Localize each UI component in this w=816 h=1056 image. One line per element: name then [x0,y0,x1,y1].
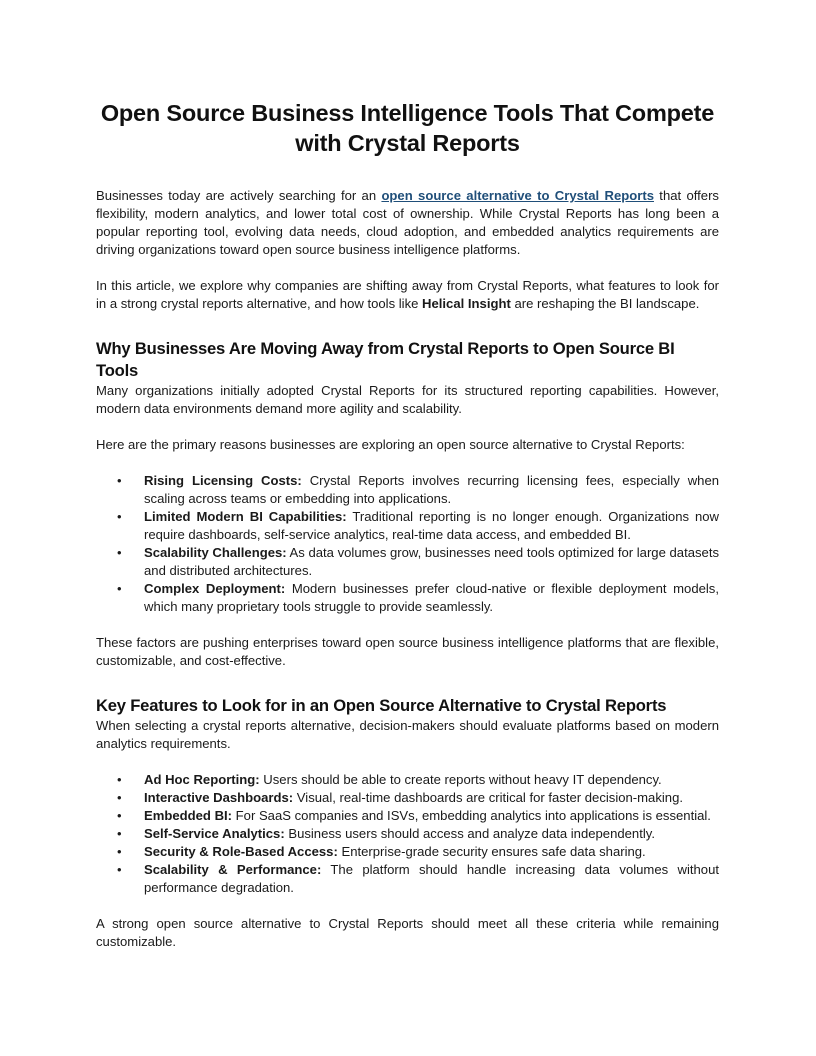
intro-paragraph-2 [96,277,719,313]
list-item [96,771,719,789]
list-item-label: Rising Licensing Costs: [144,473,302,488]
list-item [96,825,719,843]
list-item-text: The platform should handle increasing data volumes without performance degradation. [144,862,719,895]
list-item-label: Limited Modern BI Capabilities: [144,509,347,524]
list-item-text: As data volumes grow, businesses need tools optimized for large datasets and distributed architectures. [144,545,720,578]
intro-text-2a: In this article, we explore why companies are shifting away from Crystal Reports, what features to look for in a strong crystal reports alternative, and how tools like [96,278,719,311]
bullet-icon: • [117,545,122,560]
section2-paragraph-2: A strong open source alternative to Crystal Reports should meet all these criteria while remaining customizable. [96,916,719,949]
reasons-list [96,472,719,616]
helical-insight-text: Helical Insight [422,296,511,311]
list-item-text: Traditional reporting is no longer enough. Organizations now require dashboards, self-service analytics, real-time data access, and embedded BI. [144,509,719,542]
section2-paragraph-1: When selecting a crystal reports alternative, decision-makers should evaluate platforms based on modern analytics requirements. [96,718,719,751]
section1-paragraph-1: Many organizations initially adopted Crystal Reports for its structured reporting capabilities. However, modern data environments demand more agility and scalability. [96,383,719,416]
list-item-text: Modern businesses prefer cloud-native or flexible deployment models, which many proprietary tools struggle to provide seamlessly. [144,581,719,614]
section1-heading: Why Businesses Are Moving Away from Crystal Reports to Open Source BI Tools [96,339,675,380]
list-item [96,508,719,544]
list-item [96,544,719,580]
list-item [96,580,719,616]
list-item [96,861,719,897]
list-item-label: Security & Role-Based Access: [144,844,338,859]
bullet-icon: • [117,473,122,488]
list-item-label: Interactive Dashboards: [144,790,294,805]
page-title: Open Source Business Intelligence Tools That Compete with Crystal Reports [100,100,715,156]
list-item-text: For SaaS companies and ISVs, embedding analytics into applications is essential. [232,808,711,823]
list-item [96,807,719,825]
bullet-icon: • [117,808,122,823]
section1-paragraph-3: These factors are pushing enterprises toward open source business intelligence platforms that are flexible, customizable, and cost-effective. [96,635,719,668]
list-item-text: Business users should access and analyze data independently. [284,826,655,841]
section1-paragraph-2: Here are the primary reasons businesses are exploring an open source alternative to Crystal Reports: [96,437,685,452]
list-item-label: Complex Deployment: [144,581,286,596]
bullet-icon: • [117,509,122,524]
section2-heading: Key Features to Look for in an Open Source Alternative to Crystal Reports [96,696,667,715]
intro-text-1b: that offers flexibility, modern analytics, and lower total cost of ownership. While Crystal Reports has long been a popular reporting tool, evolving data needs, cloud adoption, and embedded analytics requirements are driving organizations toward open source business intelligence platforms. [96,188,719,257]
list-item-label: Scalability Challenges: [144,545,287,560]
bullet-icon: • [117,826,122,841]
bullet-icon: • [117,581,122,596]
list-item [96,789,719,807]
list-item-text: Crystal Reports involves recurring licensing fees, especially when scaling across teams or embedding into applications. [144,473,720,506]
list-item-label: Scalability & Performance: [144,862,322,877]
document-page [96,98,719,951]
list-item-label: Ad Hoc Reporting: [144,772,260,787]
list-item-label: Self-Service Analytics: [144,826,285,841]
list-item-label: Embedded BI: [144,808,233,823]
bullet-icon: • [117,772,122,787]
list-item-text: Visual, real-time dashboards are critical for faster decision-making. [293,790,683,805]
list-item-text: Users should be able to create reports without heavy IT dependency. [259,772,662,787]
intro-text-2b: are reshaping the BI landscape. [510,296,700,311]
alternative-link[interactable]: open source alternative to Crystal Reports [381,188,654,203]
list-item-text: Enterprise-grade security ensures safe data sharing. [337,844,646,859]
bullet-icon: • [117,790,122,805]
features-list [96,771,719,897]
list-item [96,472,719,508]
intro-text-1a: Businesses today are actively searching for an [96,188,382,203]
bullet-icon: • [117,862,122,877]
intro-paragraph-1 [96,187,719,259]
bullet-icon: • [117,844,122,859]
list-item [96,843,719,861]
